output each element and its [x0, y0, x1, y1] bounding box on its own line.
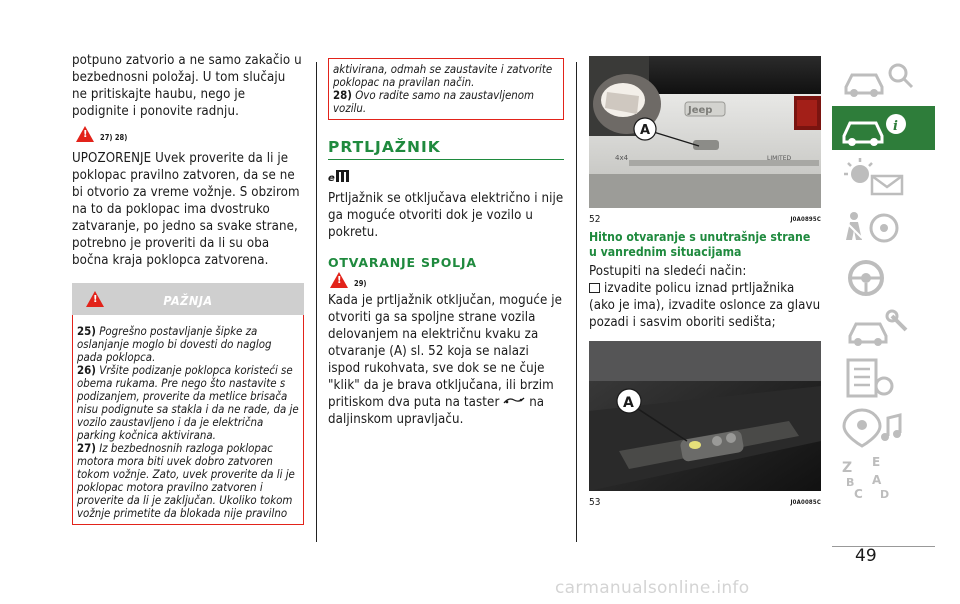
car-search-icon	[832, 57, 935, 101]
column-1	[72, 52, 304, 525]
index-icon	[832, 456, 935, 500]
svg-text:A: A	[872, 473, 882, 487]
tab-specifications[interactable]	[832, 356, 935, 400]
fig53-callout-label: A	[623, 395, 634, 411]
emergency-heading: Hitno otvaranje s unutrašnje strane u vanrednim situacijama	[589, 230, 811, 259]
tab-safety[interactable]	[832, 206, 935, 250]
subsection-title: OTVARANJE SPOLJA	[328, 255, 477, 270]
warning-ref-label: 29)	[354, 279, 367, 288]
warning-lights-icon	[832, 156, 935, 200]
rear-trunk-photo	[589, 56, 821, 208]
pazna-notes	[72, 315, 304, 525]
svg-text:D: D	[880, 488, 890, 500]
figure-53-caption	[589, 497, 821, 508]
safety-icon	[832, 206, 935, 250]
figure-number: 52	[589, 214, 601, 225]
tab-steering[interactable]	[832, 256, 935, 300]
tab-maintenance[interactable]	[832, 306, 935, 350]
wrench-car-icon	[832, 306, 935, 350]
section-title: PRTLJAŽNIK	[328, 138, 441, 156]
page-number: 49	[855, 546, 877, 566]
steering-wheel-icon	[832, 256, 935, 300]
pazna-header	[72, 283, 304, 315]
tab-car-search[interactable]	[832, 57, 935, 101]
svg-text:e: e	[328, 173, 335, 184]
note-25: 25) Pogrešno postavljanje šipke za oslanjanje moglo bi dovesti do naglog pada poklopca.	[77, 324, 272, 364]
procedure-bullet: izvadite policu iznad prtljažnika (ako je ima), izvadite oslonce za glavu pozadi i sasvim oboriti sedišta;	[589, 281, 821, 330]
tab-index[interactable]	[832, 456, 935, 500]
tab-car-info-active[interactable]	[832, 106, 935, 150]
warning-references	[76, 126, 304, 142]
note-28: 28) Ovo radite samo na zaustavljenom vozilu.	[333, 88, 535, 115]
figure-code: J0A0085C	[790, 499, 821, 506]
electric-trunk-icon	[328, 168, 352, 188]
svg-text:B: B	[846, 476, 855, 489]
svg-text:C: C	[854, 487, 863, 500]
intro-paragraph: potpuno zatvorio a ne samo zakačio u bezbednosni položaj. U tom slučaju ne pritiskajte haubu, nego je podignite i ponovite radnju.	[72, 53, 302, 119]
watermark: carmanualsonline.info	[555, 578, 750, 598]
column-divider-left	[316, 62, 317, 542]
tab-warning-lights[interactable]	[832, 156, 935, 200]
warning-triangle-icon	[330, 272, 348, 288]
bullet-icon	[589, 283, 600, 293]
fig52-callout-label: A	[640, 123, 651, 138]
page-number-rule	[832, 546, 935, 547]
figure-52	[589, 56, 821, 225]
svg-text:Jeep: Jeep	[688, 105, 713, 116]
warning-references-2	[330, 272, 564, 288]
opening-paragraph: Kada je prtljažnik otključan, moguće je otvoriti ga sa spoljne strane vozila delovanjem na električnu kvaku za otvaranje (A) sl. 52 koja se nalazi ispod rukohvata, sve dok se ne čuje "klik" da je brava otključana, ili brzim pritiskom dva puta na taster na daljinskom upravljaču.	[328, 293, 563, 427]
pazna-notes-continued	[328, 58, 564, 120]
figure-number: 53	[589, 497, 601, 508]
trunk-key-icon	[503, 397, 525, 405]
note-27-continued: aktivirana, odmah se zaustavite i zatvorite poklopac na pravilan način.	[333, 62, 553, 89]
column-2	[328, 58, 564, 428]
car-info-icon	[832, 106, 935, 150]
pazna-title: PAŽNJA	[163, 293, 213, 308]
column-3	[589, 56, 821, 508]
multimedia-icon	[832, 406, 935, 450]
warning-triangle-icon	[76, 126, 94, 142]
svg-text:LIMITED: LIMITED	[767, 155, 792, 162]
trunk-intro: Prtljažnik se otključava električno i nije ga moguće otvoriti dok je vozilo u pokretu.	[328, 191, 564, 240]
tab-multimedia[interactable]	[832, 406, 935, 450]
procedure-intro: Postupiti na sledeći način:	[589, 264, 747, 279]
svg-text:4x4: 4x4	[615, 154, 629, 162]
note-26: 26) Vršite podizanje poklopca koristeći se obema rukama. Pre nego što nastavite s podizanjem, proverite da metlice brisača nisu podignute sa stakla i da ne rade, da je vozilo zaustavljeno i da je električna parking kočnica aktivirana.	[77, 363, 299, 442]
svg-text:Z: Z	[842, 460, 853, 476]
svg-text:E: E	[872, 456, 881, 469]
note-27: 27) Iz bezbednosnih razloga poklopac motora mora biti uvek dobro zatvoren tokom vožnje. Zato, uvek proverite da li je poklopac motora pravilno zatvoren i proverite da li je zaključan. Ukoliko tokom vožnje primetite da blokada nije pravilno	[77, 441, 295, 520]
figure-53	[589, 341, 821, 508]
upozorenje-paragraph: UPOZORENJE Uvek proverite da li je poklopac pravilno zatvoren, da se ne bi otvorio za vreme vožnje. S obzirom na to da poklopac ima dvostruko zatvaranje, po jedno sa svake strane, potrebno je proveriti da li su oba bočna kraja poklopca zatvorena.	[72, 151, 300, 268]
svg-text:i: i	[893, 119, 898, 134]
interior-latch-photo	[589, 341, 821, 491]
section-rule	[328, 159, 564, 160]
column-divider-right	[576, 62, 577, 542]
warning-ref-label: 27) 28)	[100, 133, 128, 142]
figure-code: J0A0895C	[790, 216, 821, 223]
figure-52-caption	[589, 214, 821, 225]
specifications-icon	[832, 356, 935, 400]
